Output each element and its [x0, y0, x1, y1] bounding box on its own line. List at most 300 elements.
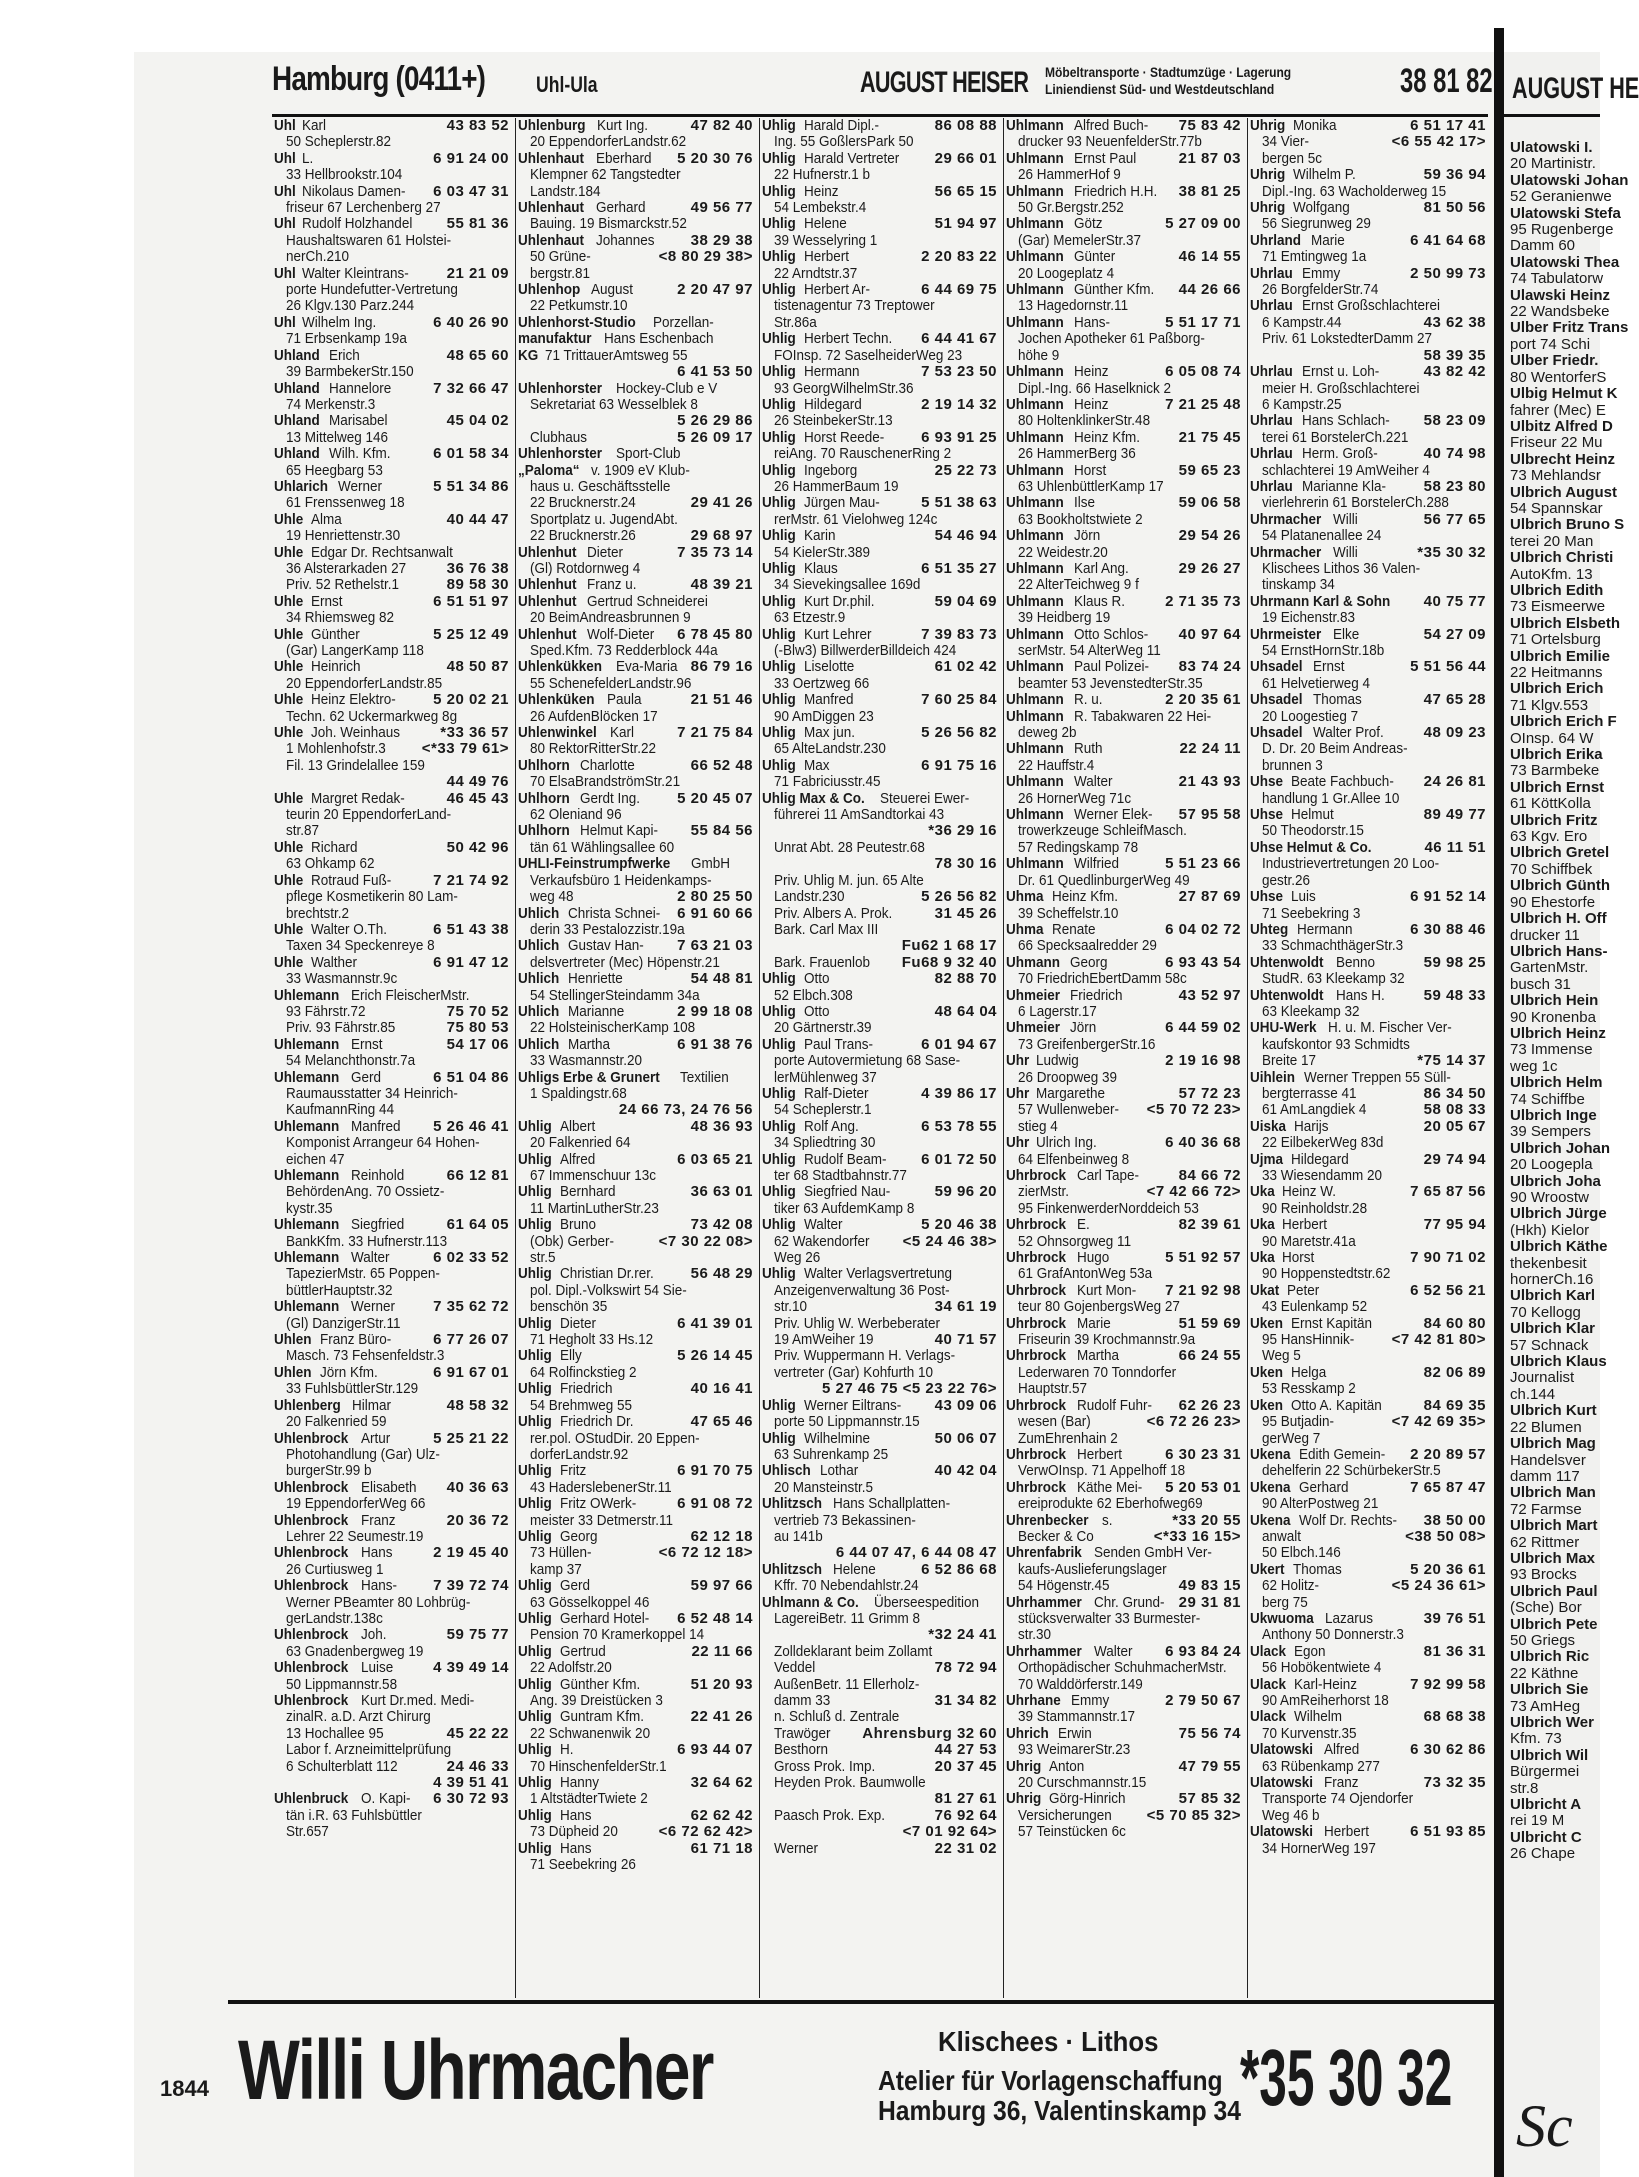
listing-continuation [762, 709, 999, 725]
listing-continuation [274, 676, 511, 692]
entry-detail: Bark. Frauenlob [774, 953, 871, 971]
entry-phone: 25 22 73 [934, 461, 997, 479]
listing-continuation [518, 1201, 755, 1217]
entry-name: Uhrland [1250, 231, 1302, 249]
entry-name: Uhlenhaut [518, 199, 585, 217]
listing-continuation [762, 1250, 999, 1266]
entry-name: Uhlig [518, 1150, 552, 1168]
entry-detail: Kurt Lehrer [803, 625, 872, 643]
listing-entry [762, 594, 999, 610]
entry-detail: Wilfried [1074, 855, 1120, 873]
listing-entry [518, 1070, 755, 1086]
next-page-line: 72 Farmse [1510, 1500, 1582, 1518]
listing-continuation [274, 1644, 511, 1660]
entry-name: Uken [1250, 1363, 1284, 1381]
entry-detail: trowerkzeuge SchleifMasch. [1018, 822, 1187, 840]
next-page-line: Ulbricht C [1510, 1828, 1582, 1846]
next-page-line: 73 Mehlandsr [1510, 467, 1601, 485]
entry-detail: Hans [559, 1839, 592, 1857]
entry-phone: 81 36 31 [1423, 1642, 1486, 1660]
listing-entry [518, 823, 755, 839]
entry-detail: 34 Rhiemsweg 82 [286, 609, 395, 627]
entry-detail: 22 Hauffstr.4 [1018, 756, 1095, 774]
next-page-line: Ulatowski Thea [1510, 253, 1620, 271]
entry-detail: Werner Treppen 55 Süll- [1304, 1068, 1452, 1086]
entry-detail: Walter Prof. [1312, 724, 1384, 742]
entry-detail: Harald Dipl.- [803, 117, 879, 134]
listing-entry [518, 1119, 755, 1135]
entry-name: Uhma [1006, 920, 1044, 938]
entry-phone: 44 49 76 [446, 773, 509, 791]
entry-detail: Albert [559, 1117, 595, 1135]
listing-continuation [274, 1677, 511, 1693]
entry-detail: 54 ErnstHornStr.18b [1262, 642, 1385, 659]
entry-detail: bergstr.81 [530, 264, 591, 282]
entry-phone: 6 91 75 16 [921, 756, 997, 774]
listing-continuation [1250, 1053, 1488, 1069]
entry-detail: 33 Hellbrookstr.104 [286, 166, 403, 184]
entry-detail: benschön 35 [530, 1298, 608, 1316]
listing-continuation [274, 889, 511, 905]
entry-detail: str.5 [530, 1249, 556, 1267]
listing-entry [762, 1037, 999, 1053]
entry-detail: August [591, 281, 634, 299]
entry-detail: Martha [568, 1035, 611, 1053]
listing-entry [1006, 1513, 1243, 1529]
entry-phone: 45 04 02 [446, 412, 509, 430]
entry-detail: H. u. M. Fischer Ver- [1328, 1019, 1452, 1037]
next-page-line: Ulbrich Emilie [1510, 647, 1611, 665]
entry-name: Uhlitzsch [762, 1560, 823, 1578]
listing-continuation [518, 741, 755, 757]
entry-name: Uhle [274, 543, 304, 561]
entry-phone: 44 26 66 [1178, 281, 1241, 299]
next-page-line: Ulbrecht Heinz [1510, 450, 1616, 468]
entry-name: Uhlig [518, 1495, 552, 1513]
listing-entry [1006, 561, 1243, 577]
entry-name: Uken [1250, 1314, 1284, 1332]
listing-entry [274, 1431, 511, 1447]
listing-continuation [274, 971, 511, 987]
listing-entry [1250, 988, 1488, 1004]
entry-detail: Herm. Groß- [1301, 445, 1378, 463]
next-page-line: 73 Barmbeke [1510, 762, 1600, 780]
listing-entry [1250, 594, 1488, 610]
entry-phone: 38 81 25 [1178, 182, 1241, 200]
entry-detail: 20 Loogestieg 7 [1262, 707, 1359, 725]
entry-detail: Görg-Hinrich [1049, 1790, 1126, 1808]
listing-entry [762, 528, 999, 544]
entry-detail: Ilse [1074, 494, 1096, 512]
listing-continuation [762, 1414, 999, 1430]
entry-detail: Hannelore [329, 379, 392, 397]
entry-name: Uhlig [762, 691, 796, 709]
entry-detail: 20 Loogeplatz 4 [1018, 264, 1115, 282]
entry-name: Uka [1250, 1216, 1275, 1234]
listing-entry [1250, 1398, 1488, 1414]
entry-detail: gerLandstr.138c [286, 1609, 383, 1627]
listing-continuation [1250, 1431, 1488, 1447]
entry-detail: Siegfried [350, 1216, 404, 1234]
entry-detail: Guntram Kfm. [559, 1708, 644, 1726]
entry-name: Uhlich [518, 970, 560, 988]
entry-phone: 2 99 18 08 [677, 1002, 753, 1020]
entry-phone: 7 21 92 98 [1165, 1281, 1241, 1299]
entry-phone: 40 42 04 [934, 1462, 997, 1480]
listing-continuation [762, 1283, 999, 1299]
next-page-line: Ulbig Helmut K [1510, 385, 1618, 403]
next-page-line: Ulbrich Fritz [1510, 811, 1598, 829]
entry-detail: Wilhelmine [803, 1429, 870, 1447]
listing-entry [274, 381, 511, 397]
entry-detail: Gerdt Ing. [579, 789, 640, 807]
listing-continuation [762, 381, 999, 397]
entry-name: Uhrbrock [1006, 1445, 1067, 1463]
entry-phone: 29 74 94 [1423, 1150, 1486, 1168]
listing-entry [1006, 774, 1243, 790]
entry-name: UHLI-Feinstrumpfwerke [518, 855, 671, 873]
entry-name: Uhlmann [1006, 149, 1064, 167]
entry-detail: brechtstr.2 [286, 904, 350, 922]
listing-continuation [274, 298, 511, 314]
entry-detail: Erwin [1057, 1724, 1092, 1742]
entry-phone: 2 50 99 73 [1410, 264, 1486, 282]
entry-detail: Eberhard [595, 149, 652, 167]
entry-detail: Paul Polizei- [1074, 658, 1150, 676]
next-page-line: rei 19 M [1510, 1812, 1565, 1830]
entry-phone: 38 29 38 [690, 231, 753, 249]
entry-name: Uhlmann [1006, 182, 1064, 200]
listing-continuation [762, 1709, 999, 1725]
entry-detail: 13 Hochallee 95 [286, 1724, 384, 1742]
listing-entry [762, 151, 999, 167]
entry-name: Uhrhammer [1006, 1642, 1082, 1660]
entry-phone: 66 12 81 [446, 1167, 509, 1184]
entry-name: Uhrlau [1250, 412, 1293, 430]
entry-detail: Wilhelm Ing. [302, 313, 377, 331]
entry-name: Uhlenhaut [518, 149, 585, 167]
listing-entry [518, 545, 755, 561]
listing-continuation [518, 495, 755, 511]
entry-phone: 2 20 83 22 [921, 248, 997, 266]
entry-detail: Lazarus [1325, 1609, 1374, 1627]
footer-ad-name: Willi Uhrmacher [238, 2023, 713, 2117]
entry-detail: 90 AmReiherhorst 18 [1262, 1692, 1389, 1709]
entry-name: Uhlhorn [518, 822, 570, 840]
entry-detail: Heinz Elektro- [310, 691, 396, 709]
listing-continuation [274, 134, 511, 150]
entry-name: Uhlmann [1006, 773, 1064, 791]
entry-detail: Heinrich [310, 658, 361, 676]
next-page-line: Ulbrich Ernst [1510, 778, 1605, 796]
listing-continuation [518, 1168, 755, 1184]
entry-name: Uhle [274, 789, 304, 807]
listing-continuation [1006, 1365, 1243, 1381]
listing-continuation [274, 1201, 511, 1217]
entry-detail: Wilhelm [1294, 1708, 1343, 1726]
entry-detail: Siegfried Nau- [803, 1183, 890, 1201]
entry-detail: 73 Hüllen- [530, 1544, 592, 1562]
listing-continuation [1006, 1070, 1243, 1086]
listing-entry [762, 758, 999, 774]
entry-detail: zinalR. a.D. Arzt Chirurg [286, 1708, 431, 1726]
entry-detail: weg 48 [530, 888, 574, 906]
listing-continuation [1250, 1808, 1488, 1824]
entry-name: Uhlig [762, 625, 796, 643]
entry-name: Uhlig [762, 1265, 796, 1283]
entry-phone: 62 62 42 [690, 1806, 753, 1824]
next-page-line: Handelsver [1510, 1451, 1586, 1469]
entry-detail: Heinz [1074, 395, 1109, 413]
entry-detail: dorferLandstr.92 [530, 1445, 629, 1463]
entry-detail: gestr.26 [1262, 871, 1311, 889]
entry-detail: 22 Petkumstr.10 [530, 297, 628, 315]
listing-continuation [1250, 1496, 1488, 1512]
next-page-line: Ulbrich Hans- [1510, 942, 1608, 960]
entry-detail: Werner [338, 477, 383, 495]
entry-name: Uhrmann Karl & Sohn [1250, 592, 1391, 610]
next-page-line: 70 Kellogg [1510, 1303, 1581, 1321]
entry-detail: drucker 93 NeuenfelderStr.77b [1018, 133, 1202, 151]
listing-continuation [1006, 446, 1243, 462]
entry-detail: Hermann [803, 363, 860, 381]
entry-name: Uhlig [762, 592, 796, 610]
entry-detail: Thomas [1292, 1560, 1342, 1578]
entry-detail: Beate Fachbuch- [1290, 773, 1394, 791]
listing-continuation [274, 1709, 511, 1725]
entry-detail: 26 Curtiusweg 1 [286, 1560, 384, 1578]
listing-entry [518, 1348, 755, 1364]
listing-continuation [518, 1513, 755, 1529]
entry-phone: 29 68 97 [690, 527, 753, 545]
entry-detail: tinskamp 34 [1262, 576, 1335, 594]
listing-continuation [1006, 758, 1243, 774]
listing-continuation [1006, 840, 1243, 856]
listing-continuation [274, 1824, 511, 1840]
listing-continuation [1006, 512, 1243, 528]
listing-continuation [518, 430, 755, 446]
next-page-line: 22 Käthne [1510, 1664, 1579, 1682]
entry-detail: Hans [360, 1544, 393, 1562]
entry-name: Uhrhammer [1006, 1593, 1082, 1611]
entry-phone: 62 12 18 [690, 1527, 753, 1545]
listing-entry [762, 118, 999, 134]
entry-detail: Wilhelm P. [1293, 166, 1357, 184]
entry-detail: 34 Vier- [1262, 133, 1310, 151]
entry-detail: 33 Wasmannstr.20 [530, 1052, 643, 1070]
entry-phone: 47 65 46 [690, 1413, 753, 1431]
entry-detail: Str.657 [286, 1823, 329, 1841]
entry-name: Uhlemann [274, 1117, 340, 1135]
listing-entry [274, 216, 511, 232]
entry-phone: 78 30 16 [934, 855, 997, 873]
listing-entry [274, 873, 511, 889]
entry-detail: Ingeborg [803, 461, 857, 479]
entry-detail: Friedrich [559, 1380, 613, 1398]
entry-phone: 5 20 45 07 [677, 789, 753, 807]
next-page-line: Bürgermei [1510, 1763, 1580, 1781]
entry-phone: 7 21 74 92 [433, 871, 509, 889]
entry-phone: 59 65 23 [1178, 461, 1241, 479]
next-page-line: Ulawski Heinz [1510, 286, 1611, 304]
entry-detail: Helga [1290, 1363, 1327, 1381]
entry-name: Uhsadel [1250, 658, 1303, 676]
entry-detail: Überseespedition [873, 1593, 979, 1611]
listing-continuation [1250, 348, 1488, 364]
entry-name: Uhrbrock [1006, 1281, 1067, 1299]
entry-detail: Alma [310, 510, 342, 528]
entry-detail: 90 AmDiggen 23 [774, 707, 874, 725]
entry-name: Uhlig [518, 1314, 552, 1332]
listing-entry [518, 627, 755, 643]
entry-detail: pol. Dipl.-Volkswirt 54 Sie- [530, 1281, 687, 1299]
entry-detail: 90 Hoppenstedtstr.62 [1262, 1265, 1391, 1283]
next-page-line: Ulbrich H. Off [1510, 910, 1607, 928]
listing-entry [1006, 1480, 1243, 1496]
entry-detail: Franz [360, 1511, 396, 1529]
entry-detail: (Gl) Rotdornweg 4 [530, 559, 641, 577]
entry-phone: 75 80 53 [446, 1019, 509, 1037]
entry-detail: 90 AlterPostweg 21 [1262, 1495, 1379, 1513]
listing-continuation [1006, 1496, 1243, 1512]
listing-entry [1006, 1693, 1243, 1709]
entry-detail: Willi [1333, 510, 1359, 528]
listing-continuation [1006, 134, 1243, 150]
entry-phone: *33 20 55 [1172, 1511, 1241, 1529]
listing-continuation [518, 1283, 755, 1299]
entry-name: Uhrbrock [1006, 1216, 1067, 1234]
entry-phone: 36 76 38 [446, 559, 509, 577]
listing-continuation [1006, 1266, 1243, 1282]
entry-detail: Johannes [595, 231, 655, 249]
entry-detail: porte Autovermietung 68 Sase- [774, 1052, 961, 1070]
listing-continuation [1250, 397, 1488, 413]
listing-entry [762, 1266, 999, 1282]
entry-phone: <5 24 36 61> [1391, 1577, 1486, 1595]
entry-name: Uhlig [762, 658, 796, 676]
entry-detail: Verkaufsbüro 1 Heidenkamps- [530, 871, 712, 889]
entry-phone: 5 26 56 82 [921, 724, 997, 742]
entry-name: Uhlig [762, 1429, 796, 1447]
entry-name: Ulack [1250, 1642, 1287, 1660]
entry-detail: Rotraud Fuß- [310, 871, 391, 889]
entry-name: Uhrbrock [1006, 1314, 1067, 1332]
entry-detail: 62 Holitz- [1262, 1577, 1320, 1595]
next-page-line: damm 117 [1510, 1467, 1580, 1485]
entry-detail: 20 Falkenried 59 [286, 1413, 387, 1431]
listing-entry [274, 545, 511, 561]
listing-continuation [762, 1070, 999, 1086]
entry-detail: Egon [1294, 1642, 1326, 1660]
entry-phone: 73 32 35 [1423, 1774, 1486, 1792]
entry-detail: Manfred [350, 1117, 401, 1135]
listing-continuation [1006, 200, 1243, 216]
listing-entry [762, 397, 999, 413]
entry-phone: 66 24 55 [1178, 1347, 1241, 1365]
entry-detail: reiAng. 70 RauschenerRing 2 [774, 445, 952, 463]
entry-name: Uken [1250, 1396, 1284, 1414]
entry-phone: 5 51 38 63 [921, 494, 997, 512]
listing-continuation [1006, 1431, 1243, 1447]
entry-detail: 34 HornerWeg 197 [1262, 1839, 1376, 1857]
entry-detail: Hans Eschenbach [603, 330, 714, 348]
entry-detail: 61 Frenssenweg 18 [286, 494, 405, 512]
entry-detail: Monika [1293, 117, 1337, 134]
listing-continuation [1250, 315, 1488, 331]
listing-continuation [1250, 282, 1488, 298]
listing-continuation [1250, 758, 1488, 774]
page-number: 1844 [160, 2076, 209, 2101]
entry-detail: 43 HaderslebenerStr.11 [530, 1478, 672, 1496]
listing-entry [274, 955, 511, 971]
listing-continuation [1006, 906, 1243, 922]
listing-entry [1250, 167, 1488, 183]
listing-continuation [762, 1316, 999, 1332]
entry-name: Uhle [274, 953, 304, 971]
entry-detail: Chr. Grund- [1094, 1593, 1165, 1611]
entry-name: Uhlmann [1006, 461, 1064, 479]
entry-name: Uhlig [762, 281, 796, 299]
entry-detail: ZumEhrenhain 2 [1018, 1429, 1118, 1447]
entry-name: Uhlenküken [518, 691, 595, 709]
entry-detail: Taxen 34 Speckenreye 8 [286, 937, 435, 955]
listing-continuation [762, 577, 999, 593]
entry-phone: 81 50 56 [1423, 199, 1486, 217]
entry-detail: Anton [1049, 1757, 1085, 1775]
listing-entry [762, 1184, 999, 1200]
listing-continuation [1006, 1808, 1243, 1824]
listing-entry [518, 1184, 755, 1200]
entry-detail: Hilmar [352, 1396, 392, 1414]
listing-continuation [762, 1759, 999, 1775]
entry-detail: s. [1101, 1511, 1113, 1529]
listing-continuation [518, 1431, 755, 1447]
entry-detail: Gerhard Hotel- [559, 1609, 649, 1627]
entry-detail: 26 HammerHof 9 [1018, 166, 1121, 184]
entry-detail: 22 Adolfstr.20 [530, 1659, 612, 1677]
entry-detail: 22 Brucknerstr.24 [530, 494, 636, 512]
entry-detail: KaufmannRing 44 [286, 1101, 395, 1119]
entry-phone: 39 76 51 [1423, 1609, 1486, 1627]
listing-continuation [274, 1086, 511, 1102]
entry-detail: 54 Högenstr.45 [1018, 1577, 1110, 1595]
entry-detail: 26 Klgv.130 Parz.244 [286, 297, 415, 315]
listing-continuation [1006, 1381, 1243, 1397]
entry-detail: pflege Kosmetikerin 80 Lam- [286, 888, 458, 906]
entry-name: Uhlenberg [274, 1396, 341, 1414]
entry-detail: meister 33 Detmerstr.11 [530, 1511, 674, 1529]
entry-detail: zierMstr. [1018, 1183, 1070, 1201]
entry-name: Uhlenhut [518, 543, 577, 561]
listing-continuation [762, 610, 999, 626]
entry-detail: 20 BeimAndreasbrunnen 9 [530, 609, 691, 627]
entry-detail: 53 Resskamp 2 [1262, 1380, 1356, 1398]
listing-entry [762, 1463, 999, 1479]
listing-continuation [518, 922, 755, 938]
next-page-line: (Sche) Bor [1510, 1599, 1582, 1617]
entry-phone: 40 36 63 [446, 1478, 509, 1496]
entry-detail: Haushaltswaren 61 Holstei- [286, 231, 452, 249]
entry-phone: 51 94 97 [934, 215, 997, 233]
next-page-line: Ulbrich Pete [1510, 1615, 1598, 1633]
next-page-line: 62 Rittmer [1510, 1533, 1580, 1551]
listing-continuation [274, 610, 511, 626]
entry-name: Uhlenhaut [518, 231, 585, 249]
listing-entry [1006, 1283, 1243, 1299]
entry-phone: 2 19 16 98 [1165, 1052, 1241, 1070]
entry-name: Uhlig [762, 724, 796, 742]
entry-detail: Hockey-Club e V [615, 379, 717, 397]
